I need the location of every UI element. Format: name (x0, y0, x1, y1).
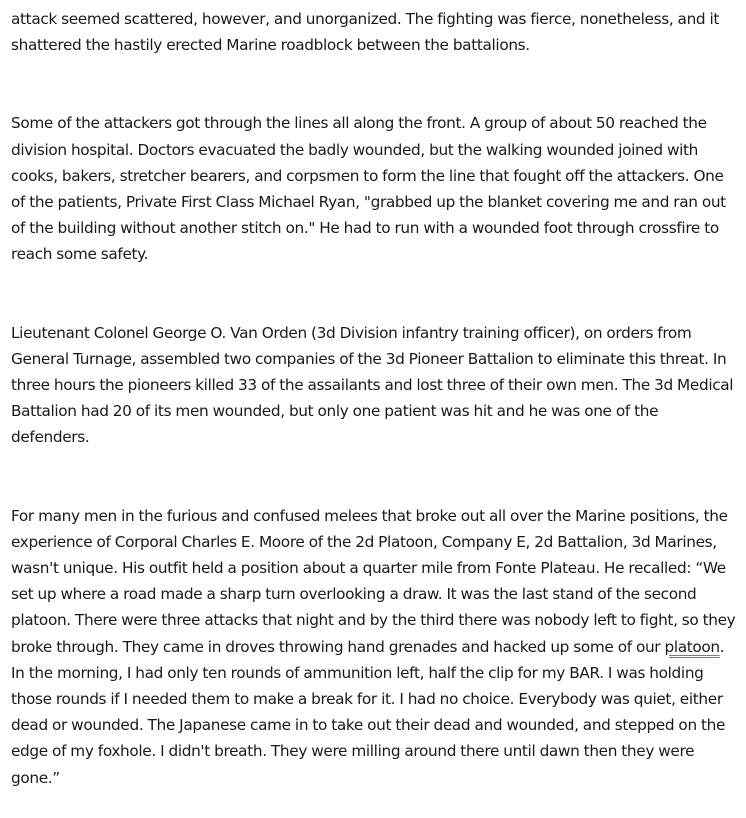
grammar-flagged-word[interactable]: platoon (664, 637, 720, 656)
document-body (11, 6, 739, 791)
paragraph-text-before: For many men in the furious and confused melees that broke out all over the Marine positions, the experience of Corporal Charles E. Moore of the 2d Platoon, Company E, 2d Battalion, 3d Marines, wasn't unique. His outfit held a position about a quarter mile from Fonte Plateau. He recalled: “We set up where a road made a sharp turn overlooking a draw. It was the last stand of the second platoon. There were three attacks that night and by the third there was nobody left to fight, so they broke through. They came in droves throwing hand grenades and hacked up some of our (11, 506, 736, 656)
paragraph-division-hospital: Some of the attackers got through the lines all along the front. A group of about 50 reached the division hospital. Doctors evacuated the badly wounded, but the walking wounded joined with cooks, bakers, stretcher bearers, and corpsmen to form the line that fought off the attackers. One of the patients, Private First Class Michael Ryan, "grabbed up the blanket covering me and ran out of the building without another stitch on." He had to run with a wounded foot through crossfire to reach some safety. (11, 114, 726, 264)
paragraph-van-orden: Lieutenant Colonel George O. Van Orden (3d Division infantry training officer), on orders from General Turnage, assembled two companies of the 3d Pioneer Battalion to eliminate this threat. In three hours the pioneers killed 33 of the assailants and lost three of their own men. The 3d Medical Battalion had 20 of its men wounded, but only one patient was hit and he was one of the defenders. (11, 323, 734, 447)
paragraph-spacer (11, 268, 739, 320)
paragraph-spacer (11, 451, 739, 503)
paragraph-attack-scattered: attack seemed scattered, however, and unorganized. The fighting was fierce, nonetheless, and it shattered the hastily erected Marine roadblock between the battalions. (11, 10, 720, 55)
paragraph-spacer (11, 58, 739, 110)
paragraph-corporal-moore (11, 503, 739, 791)
paragraph-text-after: . In the morning, I had only ten rounds of ammunition left, half the clip for my BAR. I was holding those rounds if I needed them to make a break for it. I had no choice. Everybody was quiet, either dead or wounded. The Japanese came in to take out their dead and wounded, and stepped on the edge of my foxhole. I didn't breath. They were milling around there until dawn then they were gone.” (11, 637, 726, 787)
